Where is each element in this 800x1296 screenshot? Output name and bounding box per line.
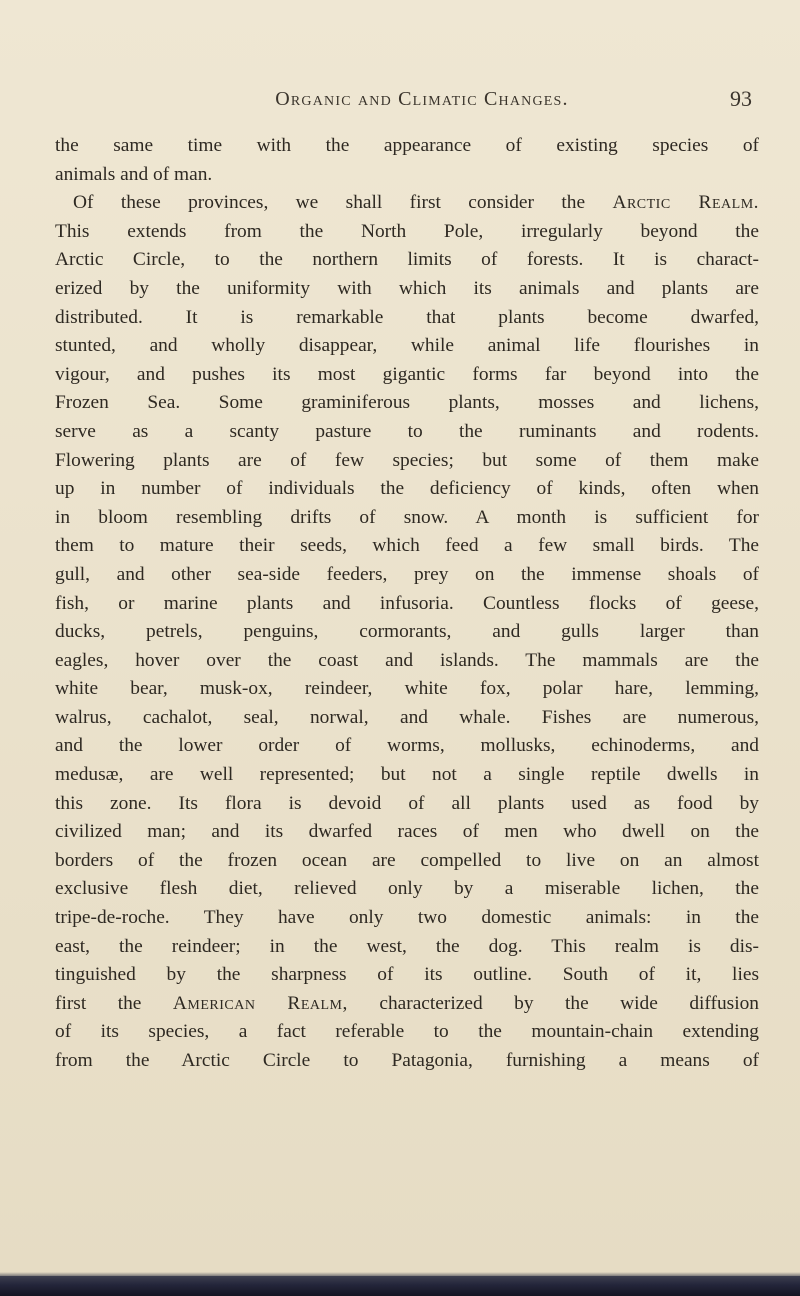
page-number: 93 xyxy=(730,86,752,111)
text-line: eagles, hover over the coast and islands. The mammals are the xyxy=(55,649,759,671)
text-line: east, the reindeer; in the west, the dog. This realm is dis- xyxy=(55,935,759,957)
page-header xyxy=(92,88,752,122)
text-line: first the American Realm, characterized by the wide diffusion xyxy=(55,992,759,1014)
american-realm-term: American Realm, xyxy=(172,992,348,1014)
running-head: Organic and Climatic Changes. xyxy=(275,88,569,110)
text-line: civilized man; and its dwarfed races of men who dwell on the xyxy=(55,821,759,843)
text-line: stunted, and wholly disappear, while animal life flourishes in xyxy=(55,335,759,357)
text-line: of its species, a fact referable to the mountain-chain extending xyxy=(55,1021,759,1043)
text-line: Of these provinces, we shall first consider the Arctic Realm. xyxy=(73,192,759,214)
text-line: from the Arctic Circle to Patagonia, furnishing a means of xyxy=(55,1050,759,1071)
body-text xyxy=(55,132,759,1076)
text-line: This extends from the North Pole, irregularly beyond the xyxy=(55,220,759,242)
text-line: in bloom resembling drifts of snow. A month is sufficient for xyxy=(55,506,759,528)
text-line: medusæ, are well represented; but not a single reptile dwells in xyxy=(55,764,759,786)
scan-bottom-edge xyxy=(0,1276,800,1296)
text-line: fish, or marine plants and infusoria. Countless flocks of geese, xyxy=(55,592,759,614)
text-line: Frozen Sea. Some graminiferous plants, mosses and lichens, xyxy=(55,392,759,414)
text-line: serve as a scanty pasture to the ruminants and rodents. xyxy=(55,420,759,442)
text-line: tinguished by the sharpness of its outline. South of it, lies xyxy=(55,964,759,986)
text-line: erized by the uniformity with which its animals and plants are xyxy=(55,277,759,299)
text-line: them to mature their seeds, which feed a few small birds. The xyxy=(55,535,759,557)
text-line: tripe-de-roche. They have only two domestic animals: in the xyxy=(55,907,759,929)
text-line: and the lower order of worms, mollusks, echinoderms, and xyxy=(55,735,759,757)
text-line: ducks, petrels, penguins, cormorants, and gulls larger than xyxy=(55,621,759,643)
text-line: this zone. Its flora is devoid of all plants used as food by xyxy=(55,792,759,814)
text-line: Flowering plants are of few species; but some of them make xyxy=(55,449,759,471)
text-line: vigour, and pushes its most gigantic forms far beyond into the xyxy=(55,363,759,385)
text-line: up in number of individuals the deficiency of kinds, often when xyxy=(55,478,759,500)
text-line: white bear, musk-ox, reindeer, white fox, polar hare, lemming, xyxy=(55,678,759,700)
text-line: gull, and other sea-side feeders, prey on the immense shoals of xyxy=(55,563,759,585)
text-line: animals and of man. xyxy=(55,163,213,185)
text-line: the same time with the appearance of existing species of xyxy=(55,135,759,156)
text-line: walrus, cachalot, seal, norwal, and whale. Fishes are numerous, xyxy=(55,706,759,728)
text-line: borders of the frozen ocean are compelled to live on an almost xyxy=(55,849,759,871)
text-line: Arctic Circle, to the northern limits of forests. It is charact- xyxy=(55,249,759,271)
text-line: distributed. It is remarkable that plants become dwarfed, xyxy=(55,306,759,328)
text-line: exclusive flesh diet, relieved only by a miserable lichen, the xyxy=(55,878,759,900)
arctic-realm-term: Arctic Realm. xyxy=(612,192,759,214)
